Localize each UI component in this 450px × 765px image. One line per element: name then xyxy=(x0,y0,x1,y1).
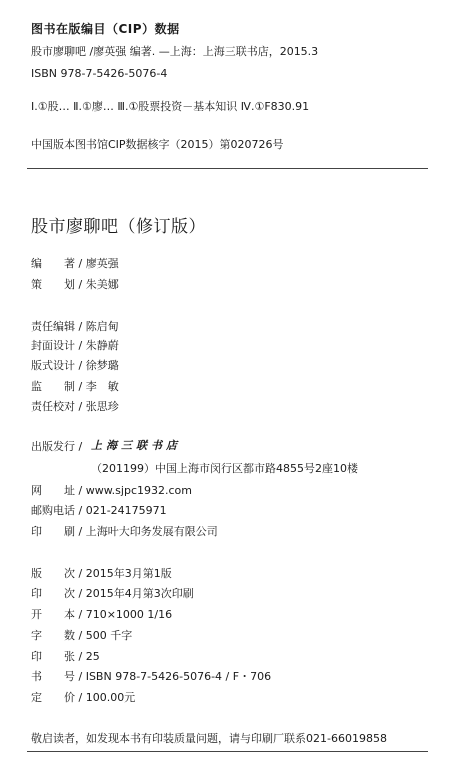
spec-row xyxy=(31,565,172,581)
reader-notice: 敬启读者，如发现本书有印装质量问题，请与印刷厂联系021-66019858 xyxy=(31,732,387,745)
cip-catalog-line: 股市廖聊吧 /廖英强 编著. —上海：上海三联书店，2015.3 xyxy=(31,45,319,58)
cip-heading: 图书在版编目（CIP）数据 xyxy=(31,22,180,36)
editor-label: 责任校对 xyxy=(31,400,75,413)
credit-label: 编 著 xyxy=(31,257,75,270)
top-divider xyxy=(27,168,428,169)
credit-value: / 廖英强 xyxy=(78,257,119,270)
spec-label: 定 价 xyxy=(31,691,75,704)
printer-value: / 上海叶大印务发展有限公司 xyxy=(78,525,218,538)
spec-row xyxy=(31,627,132,643)
editor-label: 封面设计 xyxy=(31,339,75,352)
editor-label: 版式设计 xyxy=(31,359,75,372)
editor-label: 责任编辑 xyxy=(31,320,75,333)
credit-row xyxy=(31,255,119,271)
cip-record-number: 中国版本图书馆CIP数据核字（2015）第020726号 xyxy=(31,138,284,151)
spec-value: / 710×1000 1/16 xyxy=(78,608,173,621)
editor-row xyxy=(31,398,119,414)
book-title: 股市廖聊吧（修订版） xyxy=(31,217,206,237)
spec-row xyxy=(31,585,194,601)
publisher-name-seal: 上海三联书店 xyxy=(91,439,181,452)
editor-row xyxy=(31,337,119,353)
spec-value: / 100.00元 xyxy=(78,691,136,704)
spec-row xyxy=(31,668,271,684)
publisher-address: （201199）中国上海市闵行区都市路4855号2座10楼 xyxy=(91,462,358,475)
cip-subject-line: Ⅰ.①股… Ⅱ.①廖… Ⅲ.①股票投资－基本知识 Ⅳ.①F830.91 xyxy=(31,100,310,113)
website-row xyxy=(31,482,192,498)
publisher-slash: / xyxy=(78,440,83,453)
spec-row xyxy=(31,689,135,705)
editor-row xyxy=(31,378,119,394)
spec-label: 印 张 xyxy=(31,650,75,663)
spec-value: / 2015年3月第1版 xyxy=(78,567,172,580)
spec-label: 印 次 xyxy=(31,587,75,600)
credit-label: 策 划 xyxy=(31,278,75,291)
printer-label: 印 刷 xyxy=(31,525,75,538)
mail-order-value: / 021-24175971 xyxy=(78,504,167,517)
editor-row xyxy=(31,318,119,334)
spec-label: 书 号 xyxy=(31,670,75,683)
editor-value: / 张思珍 xyxy=(78,400,119,413)
website-value: / www.sjpc1932.com xyxy=(78,484,192,497)
spec-value: / 25 xyxy=(78,650,100,663)
editor-label: 监 制 xyxy=(31,380,75,393)
editor-value: / 李 敏 xyxy=(78,380,119,393)
editor-row xyxy=(31,357,119,373)
spec-label: 版 次 xyxy=(31,567,75,580)
publisher-row xyxy=(31,438,82,454)
editor-value: / 徐梦璐 xyxy=(78,359,119,372)
credit-row xyxy=(31,276,119,292)
spec-value: / 2015年4月第3次印刷 xyxy=(78,587,194,600)
spec-row xyxy=(31,648,100,664)
cip-isbn-line: ISBN 978-7-5426-5076-4 xyxy=(31,67,168,80)
spec-row xyxy=(31,606,172,622)
website-label: 网 址 xyxy=(31,484,75,497)
publisher-label: 出版发行 xyxy=(31,440,75,453)
editor-value: / 陈启甸 xyxy=(78,320,119,333)
printer-row xyxy=(31,523,218,539)
mail-order-row xyxy=(31,502,167,518)
mail-order-label: 邮购电话 xyxy=(31,504,75,517)
spec-value: / ISBN 978-7-5426-5076-4 / F・706 xyxy=(78,670,272,683)
spec-label: 字 数 xyxy=(31,629,75,642)
editor-value: / 朱静蔚 xyxy=(78,339,119,352)
spec-value: / 500 千字 xyxy=(78,629,133,642)
bottom-divider xyxy=(27,751,428,752)
spec-label: 开 本 xyxy=(31,608,75,621)
credit-value: / 朱美娜 xyxy=(78,278,119,291)
